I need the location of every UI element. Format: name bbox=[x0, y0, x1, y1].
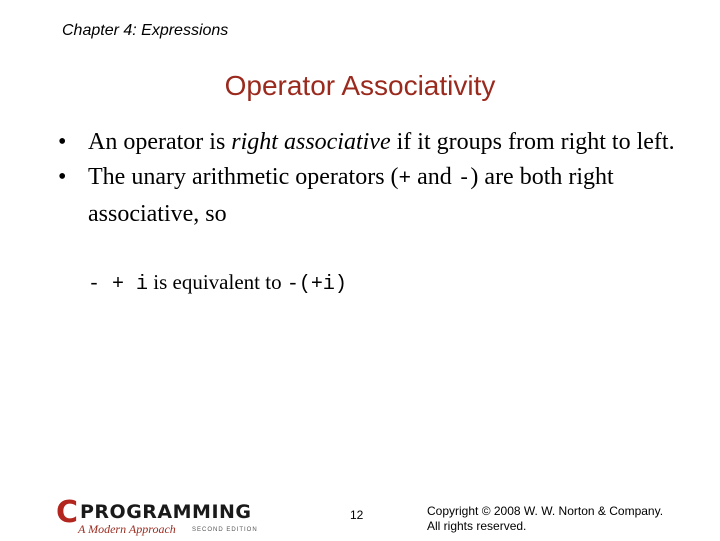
c-programming-logo bbox=[56, 497, 271, 541]
bullet-1-before: An operator is bbox=[88, 129, 232, 155]
minus-operator: - bbox=[457, 168, 471, 191]
slide-title-text: Operator Associativity bbox=[224, 70, 496, 101]
plus-operator: + bbox=[398, 168, 412, 191]
logo-subtitle: A Modern Approach bbox=[78, 522, 176, 536]
bullet-marker: • bbox=[58, 129, 67, 155]
page-number: 12 bbox=[350, 508, 364, 522]
logo-wordmark: PROGRAMMING bbox=[80, 501, 252, 523]
bullet-marker: • bbox=[58, 164, 67, 190]
logo-edition: SECOND EDITION bbox=[192, 527, 258, 533]
logo-c-letter: C bbox=[56, 495, 79, 530]
example-line bbox=[88, 270, 347, 296]
example-text: is equivalent to bbox=[148, 270, 287, 294]
bullet-2-after: ) are both right associative, so bbox=[88, 164, 614, 227]
bullet-1-emphasis: right associative bbox=[231, 129, 391, 155]
slide-title bbox=[0, 70, 720, 102]
chapter-header: Chapter 4: Expressions bbox=[62, 22, 229, 39]
example-expression-2: -(+i) bbox=[286, 273, 347, 296]
bullet-1-after: if it groups from right to left. bbox=[390, 129, 675, 155]
bullet-item-2 bbox=[58, 160, 678, 232]
copyright-notice bbox=[427, 504, 707, 534]
bullet-2-middle: and bbox=[411, 164, 458, 190]
copyright-line-1: Copyright © 2008 W. W. Norton & Company. bbox=[427, 504, 664, 518]
bullet-item-1 bbox=[58, 125, 678, 160]
bullet-2-before: The unary arithmetic operators ( bbox=[88, 164, 399, 190]
example-expression-1: - + i bbox=[88, 273, 149, 296]
copyright-line-2: All rights reserved. bbox=[427, 519, 527, 533]
bullet-list bbox=[58, 125, 678, 232]
